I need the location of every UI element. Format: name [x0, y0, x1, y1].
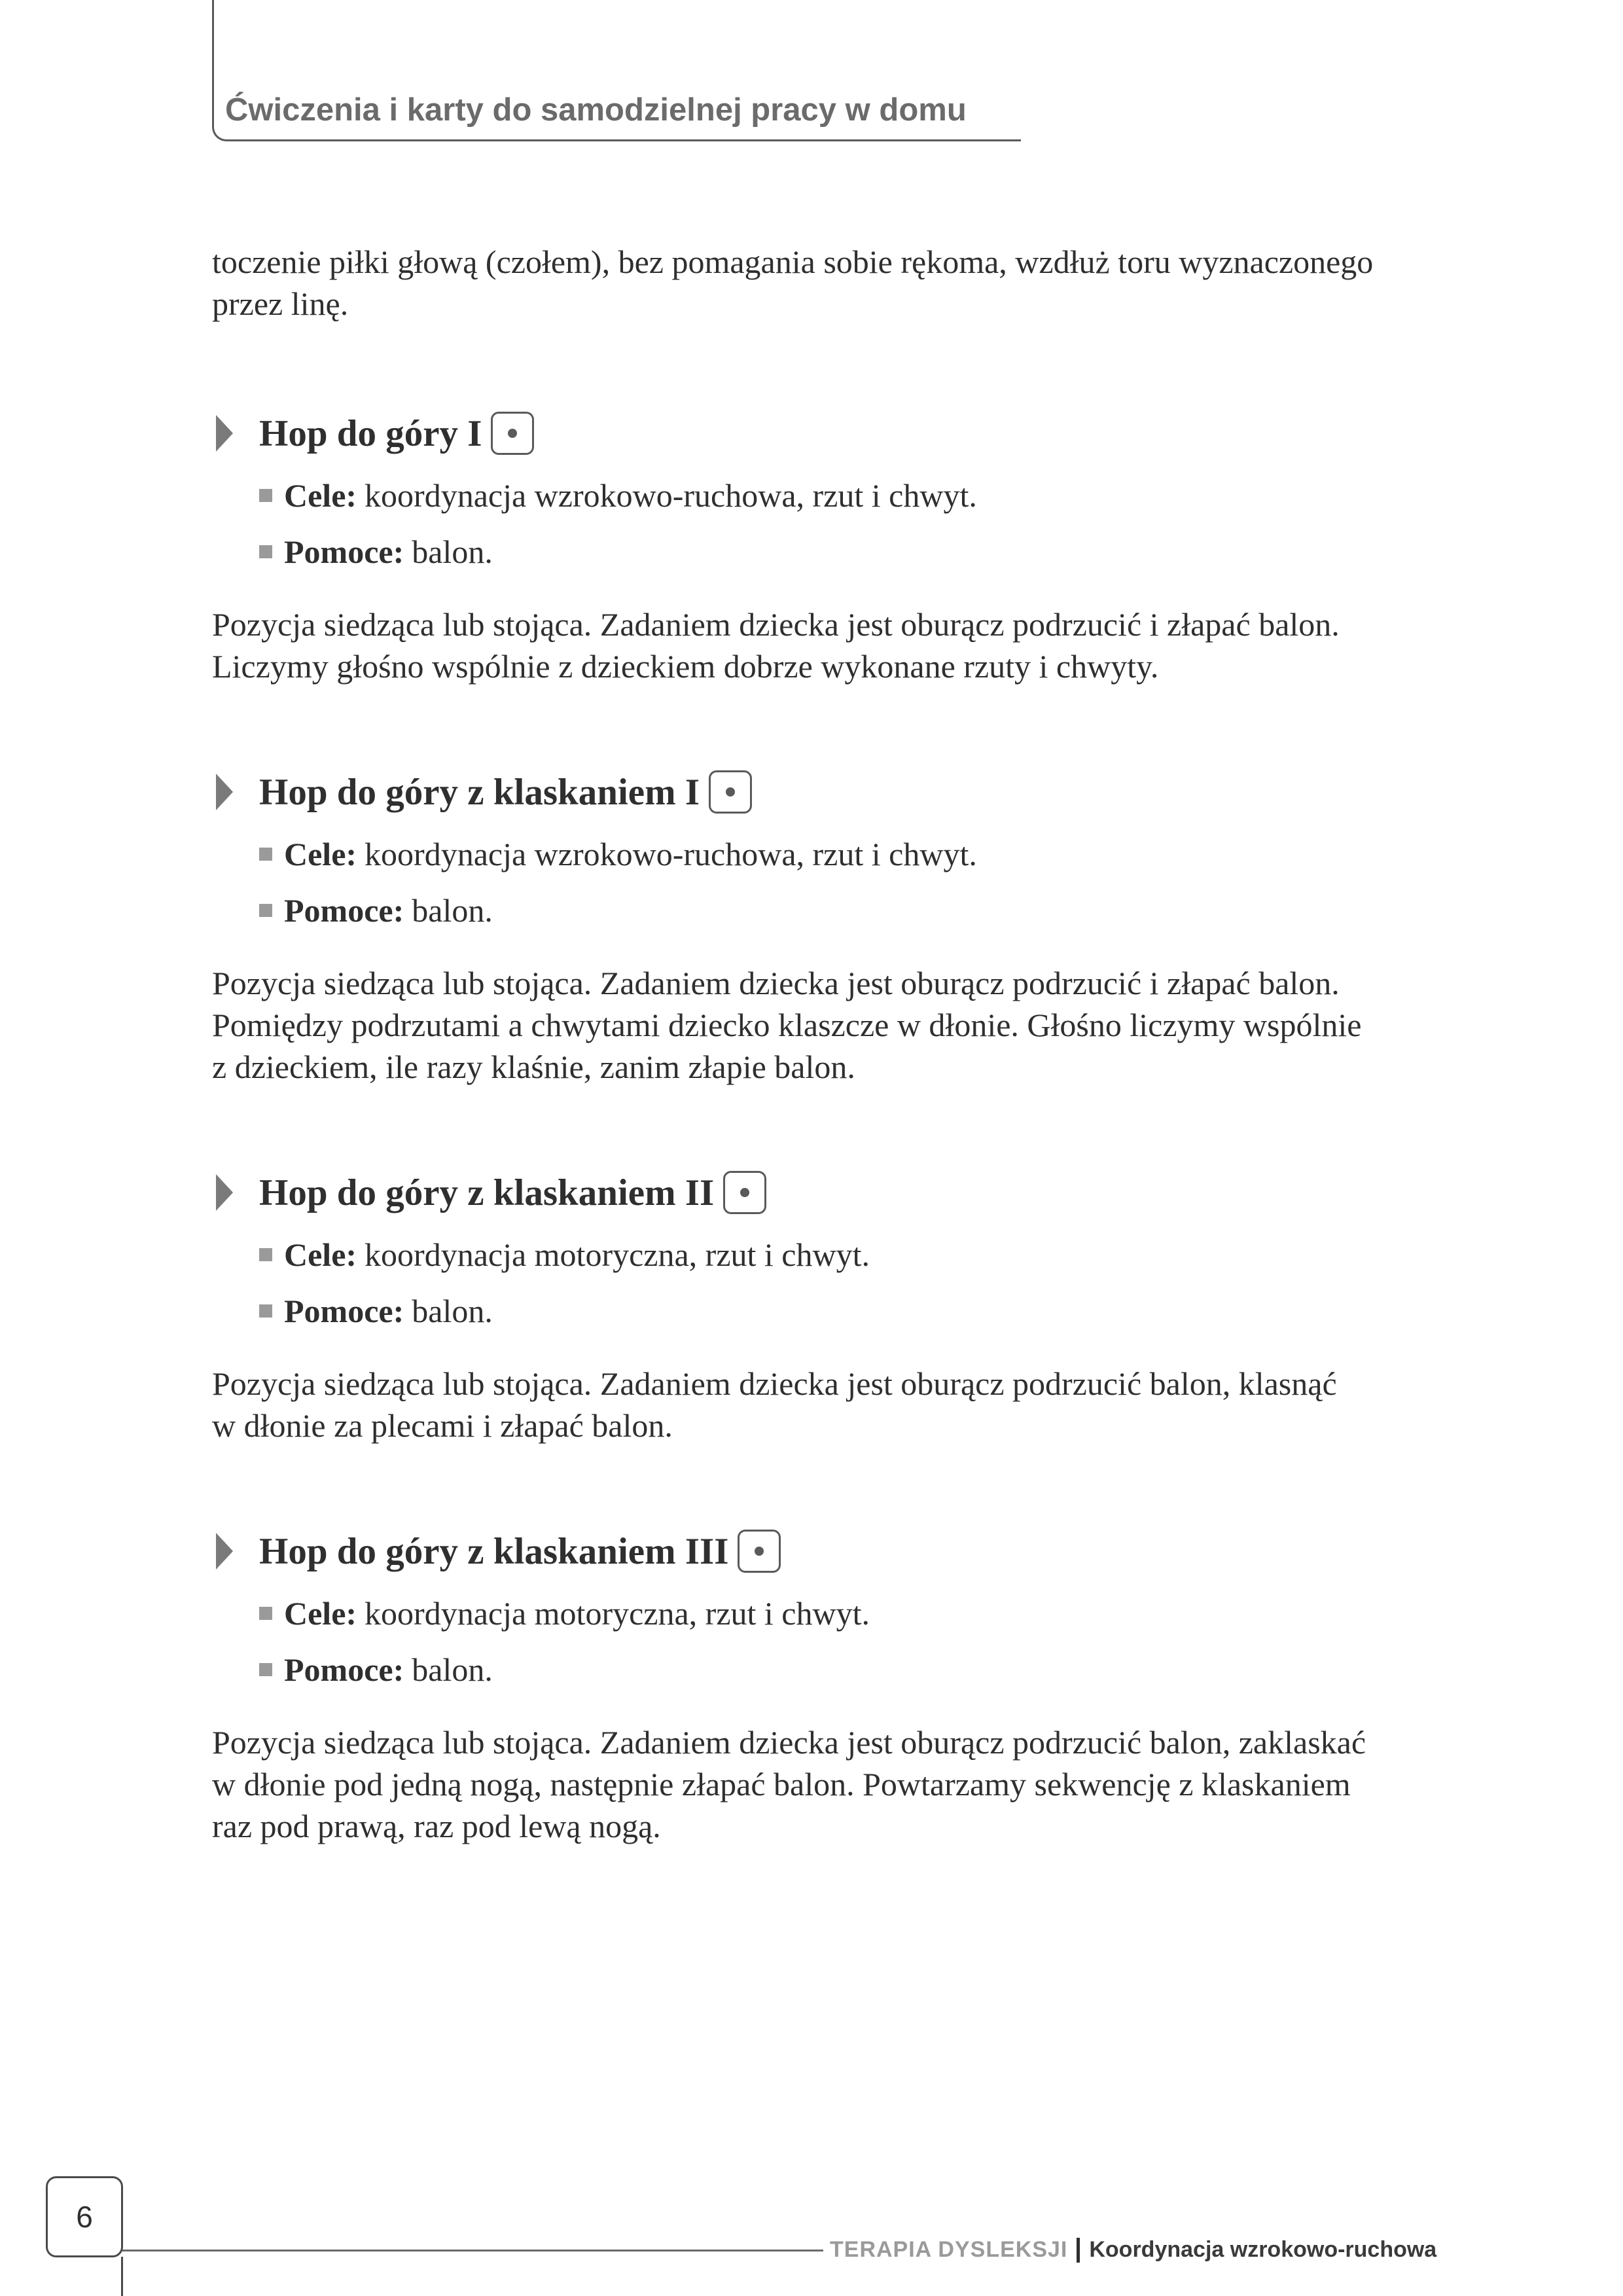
- exercise-description: [212, 1721, 1415, 1847]
- square-bullet-icon: [259, 1663, 272, 1676]
- goals-label: Cele:: [284, 1236, 357, 1273]
- dot-in-box-icon: [491, 412, 534, 455]
- exercise-description: [212, 603, 1415, 687]
- triangle-arrow-icon: [216, 774, 233, 810]
- exercise-heading: [212, 1165, 1415, 1220]
- page-box-rule: [121, 2257, 123, 2296]
- dot-in-box-icon: [709, 770, 752, 814]
- text-line: Pomiędzy podrzutami a chwytami dziecko klaszcze w dłonie. Głośno liczymy wspólnie: [212, 1007, 1362, 1043]
- footer-series: TERAPIA DYSLEKSJI: [830, 2237, 1068, 2262]
- page-content: [212, 241, 1415, 1924]
- text-line: w dłonie za plecami i złapać balon.: [212, 1407, 673, 1444]
- exercise-title: Hop do góry z klaskaniem I: [259, 771, 700, 813]
- exercise-hop-do-gory-klaskanie-2: [212, 1165, 1415, 1446]
- square-bullet-icon: [259, 545, 272, 558]
- aids-text: balon.: [412, 1651, 493, 1688]
- text-line: Liczymy głośno wspólnie z dzieckiem dobrze wykonane rzuty i chwyty.: [212, 648, 1159, 685]
- square-bullet-icon: [259, 1248, 272, 1261]
- text-line: Pozycja siedząca lub stojąca. Zadaniem dziecka jest oburącz podrzucić balon, zaklaskać: [212, 1724, 1366, 1761]
- goals-label: Cele:: [284, 477, 357, 514]
- intro-paragraph: [212, 241, 1415, 325]
- aids-text: balon.: [412, 533, 493, 570]
- dot-in-box-icon: [738, 1530, 781, 1573]
- aids-label: Pomoce:: [284, 892, 404, 929]
- triangle-arrow-icon: [216, 415, 233, 452]
- goals-row: [212, 1227, 1415, 1283]
- aids-row: [212, 1641, 1415, 1698]
- aids-row: [212, 524, 1415, 580]
- text-line: raz pod prawą, raz pod lewą nogą.: [212, 1808, 661, 1844]
- text-line: Pozycja siedząca lub stojąca. Zadaniem dziecka jest oburącz podrzucić i złapać balon.: [212, 606, 1340, 643]
- exercise-title: Hop do góry z klaskaniem II: [259, 1172, 715, 1213]
- square-bullet-icon: [259, 904, 272, 917]
- goals-row: [212, 826, 1415, 882]
- exercise-hop-do-gory-klaskanie-3: [212, 1524, 1415, 1847]
- running-footer: [830, 2237, 1436, 2263]
- text-line: w dłonie pod jedną nogą, następnie złapać balon. Powtarzamy sekwencję z klaskaniem: [212, 1766, 1351, 1803]
- aids-label: Pomoce:: [284, 1293, 404, 1329]
- square-bullet-icon: [259, 848, 272, 861]
- exercise-heading: [212, 406, 1415, 461]
- square-bullet-icon: [259, 1304, 272, 1318]
- aids-label: Pomoce:: [284, 533, 404, 570]
- aids-text: balon.: [412, 892, 493, 929]
- footer-rule: [122, 2250, 823, 2251]
- text-line: przez linę.: [212, 285, 349, 322]
- page-number: 6: [46, 2176, 123, 2257]
- dot-in-box-icon: [723, 1171, 766, 1214]
- exercise-hop-do-gory-1: [212, 406, 1415, 687]
- goals-text: koordynacja wzrokowo-ruchowa, rzut i chwyt.: [365, 836, 977, 872]
- aids-row: [212, 1283, 1415, 1339]
- exercise-description: [212, 1363, 1415, 1446]
- square-bullet-icon: [259, 489, 272, 502]
- exercise-heading: [212, 1524, 1415, 1579]
- exercise-heading: [212, 764, 1415, 819]
- exercise-title: Hop do góry z klaskaniem III: [259, 1530, 729, 1572]
- running-header: Ćwiczenia i karty do samodzielnej pracy w domu: [225, 92, 967, 128]
- exercise-hop-do-gory-klaskanie-1: [212, 764, 1415, 1088]
- triangle-arrow-icon: [216, 1174, 233, 1211]
- square-bullet-icon: [259, 1607, 272, 1620]
- aids-row: [212, 882, 1415, 939]
- text-line: toczenie piłki głową (czołem), bez pomagania sobie rękoma, wzdłuż toru wyznaczonego: [212, 243, 1374, 280]
- exercise-description: [212, 962, 1415, 1088]
- goals-row: [212, 467, 1415, 524]
- goals-row: [212, 1585, 1415, 1641]
- goals-label: Cele:: [284, 1595, 357, 1632]
- aids-text: balon.: [412, 1293, 493, 1329]
- text-line: Pozycja siedząca lub stojąca. Zadaniem dziecka jest oburącz podrzucić i złapać balon.: [212, 965, 1340, 1001]
- goals-text: koordynacja motoryczna, rzut i chwyt.: [365, 1236, 870, 1273]
- footer-separator: [1077, 2238, 1080, 2263]
- exercise-title: Hop do góry I: [259, 412, 482, 454]
- text-line: z dzieckiem, ile razy klaśnie, zanim złapie balon.: [212, 1049, 855, 1085]
- aids-label: Pomoce:: [284, 1651, 404, 1688]
- goals-label: Cele:: [284, 836, 357, 872]
- goals-text: koordynacja motoryczna, rzut i chwyt.: [365, 1595, 870, 1632]
- footer-subject: Koordynacja wzrokowo-ruchowa: [1089, 2237, 1437, 2262]
- text-line: Pozycja siedząca lub stojąca. Zadaniem dziecka jest oburącz podrzucić balon, klasnąć: [212, 1365, 1337, 1402]
- goals-text: koordynacja wzrokowo-ruchowa, rzut i chwyt.: [365, 477, 977, 514]
- triangle-arrow-icon: [216, 1533, 233, 1570]
